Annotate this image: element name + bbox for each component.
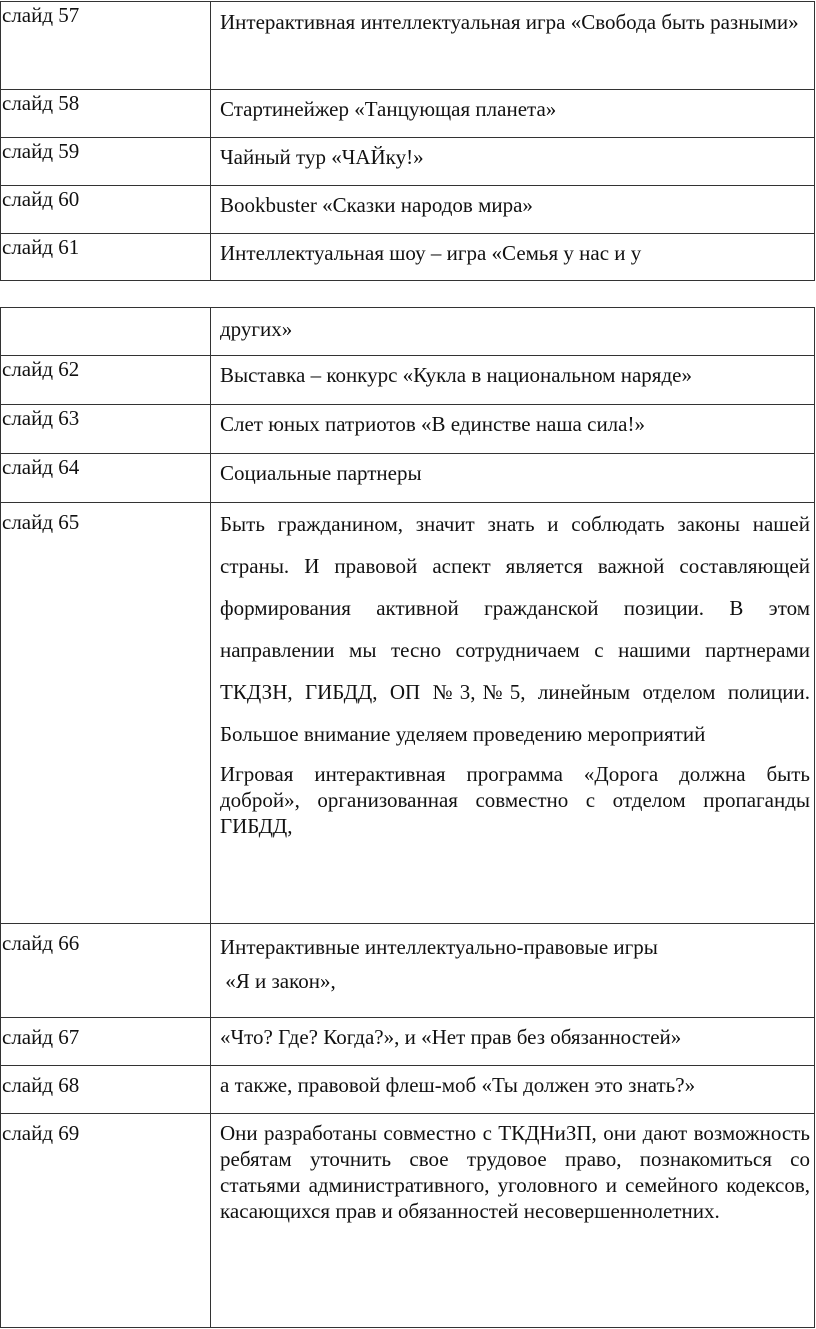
slide-description-cell [211,1018,815,1066]
slide-number-cell [1,138,211,186]
slide-number-cell [1,90,211,138]
slide-description: Чайный тур «ЧАЙку!» [220,145,424,169]
slide-number-cell [1,1066,211,1114]
slide-description: Интеллектуальная шоу – игра «Семья у нас и у [220,241,642,265]
slide-description: а также, правовой флеш-моб «Ты должен это знать?» [220,1073,696,1097]
slide-description-line-1: Интерактивные интеллектуально-правовые игры [220,935,658,959]
table-row [1,186,815,234]
slide-description-cell [211,1114,815,1328]
slide-number: слайд 69 [2,1121,80,1145]
slide-description-cell [211,924,815,1018]
slide-description-cell [211,454,815,503]
slide-number: слайд 59 [2,139,80,163]
slide-description-cell [211,405,815,454]
traffic-program-paragraph: Игровая интерактивная программа «Дорога должна быть доброй», организованная совместно с отделом пропаганды ГИБДД, [220,762,810,838]
citizenship-paragraph: Быть гражданином, значит знать и соблюдать законы нашей страны. И правовой аспект является важной составляющей формирования активной гражданской позиции. В этом направлении мы тесно сотрудничаем с нашими партнерами ТКДЗН, ГИБДД, ОП №3,№5, линейным отделом полиции. Большое внимание уделяем проведению мероприятий [220,512,810,746]
table-row [1,1066,815,1114]
slide-description: Bookbuster «Сказки народов мира» [220,193,533,217]
slide-description-cell [211,234,815,281]
slide-number-cell [1,356,211,405]
slide-number-cell [1,308,211,356]
slide-number: слайд 60 [2,187,80,211]
slide-number: слайд 61 [2,235,80,259]
slides-table-part-1 [0,1,815,281]
table-row [1,1018,815,1066]
table-row [1,1114,815,1328]
slide-description-cell [211,2,815,90]
slide-number: слайд 65 [2,510,80,534]
slide-number: слайд 62 [2,357,80,381]
slide-number: слайд 64 [2,455,80,479]
table-row [1,308,815,356]
slide-description-cell [211,356,815,405]
slide-description-cell [211,90,815,138]
slide-number: слайд 68 [2,1073,80,1097]
slide-number-cell [1,503,211,924]
table-row [1,138,815,186]
slide-description-cell [211,1066,815,1114]
slide-description: Выставка – конкурс «Кукла в национальном наряде» [220,363,692,387]
table-row [1,90,815,138]
slide-description-cell [211,308,815,356]
slide-description-cell [211,503,815,924]
slide-number-cell [1,454,211,503]
slide-description-cell [211,186,815,234]
slide-number: слайд 58 [2,91,80,115]
slide-description: «Что? Где? Когда?», и «Нет прав без обязанностей» [220,1025,682,1049]
slide-description: Социальные партнеры [220,461,422,485]
slide-description: Они разработаны совместно с ТКДНиЗП, они дают возможность ребятам уточнить свое трудовое право, познакомиться со статьями административного, уголовного и семейного кодексов, касающихся прав и обязанностей несовершеннолетних. [220,1121,810,1223]
slide-number-cell [1,405,211,454]
table-row [1,234,815,281]
slide-number: слайд 66 [2,931,80,955]
table-row [1,2,815,90]
slide-number: слайд 57 [2,3,80,27]
slide-description: Интерактивная интеллектуальная игра «Свобода быть разными» [220,10,799,34]
table-row [1,924,815,1018]
slide-description-line-2: «Я и закон», [220,969,336,993]
slide-description-cell [211,138,815,186]
slide-description: Слет юных патриотов «В единстве наша сила!» [220,412,645,436]
table-row [1,454,815,503]
slide-number-cell [1,1018,211,1066]
table-row [1,503,815,924]
slides-table-part-2 [0,307,815,1328]
slide-number: слайд 63 [2,406,80,430]
slide-number-cell [1,234,211,281]
slide-number-cell [1,186,211,234]
table-row [1,356,815,405]
slide-number-cell [1,1114,211,1328]
slide-number-cell [1,924,211,1018]
slide-number: слайд 67 [2,1025,80,1049]
slide-number-cell [1,2,211,90]
table-row [1,405,815,454]
slide-description: Стартинейжер «Танцующая планета» [220,97,557,121]
slide-description: других» [220,317,293,341]
